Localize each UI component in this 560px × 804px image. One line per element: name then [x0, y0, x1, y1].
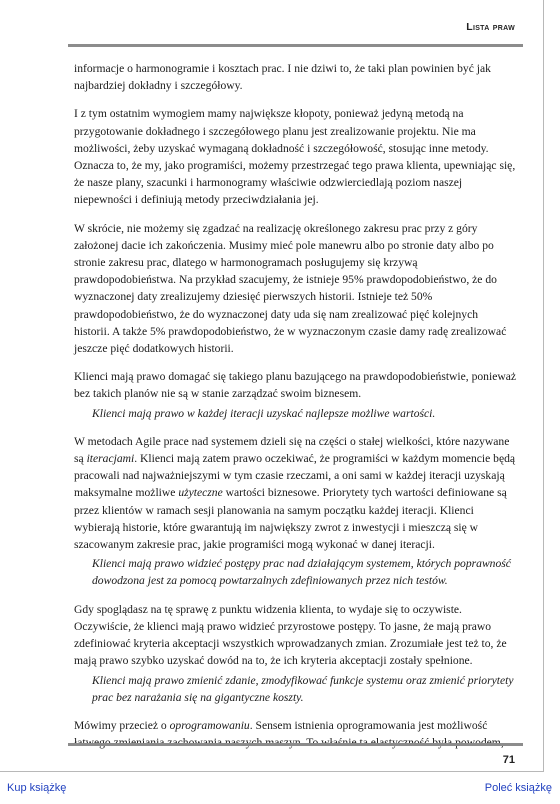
paragraph: Klienci mają prawo domagać się takiego planu bazującego na prawdopodobieństwie, ponieważ bez takich planów nie są w stanie zarządzać swoim biznesem. — [74, 370, 517, 401]
right-statement: Klienci mają prawo zmienić zdanie, zmodyfikować funkcje systemu oraz zmienić priorytety prac bez narażania się na gigantyczne koszty. — [92, 673, 514, 704]
buy-book-link[interactable]: Kup książkę — [7, 782, 67, 794]
paragraph: W skrócie, nie możemy się zgadzać na realizację określonego zakresu prac przy z góry założonej dacie ich zakończenia. Musimy mieć pole manewru albo po stronie daty albo po stronie zakresu prac, dlatego w harmonogramach posługujemy się krzywą prawdopodobieństwa. Na przykład szacujemy, że istnieje 95% prawdopodobieństwo, że do wyznaczonej daty zrealizujemy dziesięć pierwszych historii. Istnieje też 50% prawdopodobieństwo, że do wyznaczonej daty uda się nam zrealizować pięć kolejnych historii. A także 5% prawdopodobieństwo, że w wyznaczonym czasie damy radę zrealizować jeszcze pięć dodatkowych historii. — [74, 221, 507, 356]
text-run: wartości biznesowe. Priorytety tych wartości definiowane są przez klientów w ramach sesji planowania na samym początku każdej iteracji. Klienci wybierają historie, które gwarantują im największy zwrot z inwestycji i mieszczą się w szacowanym zakresie prac, jakie programiści mogą wykonać w danej iteracji. — [74, 486, 507, 552]
running-header — [0, 21, 515, 33]
section-title: Lista praw — [466, 21, 515, 33]
page-body — [74, 60, 516, 762]
right-statement: Klienci mają prawo w każdej iteracji uzyskać najlepsze możliwe wartości. — [92, 406, 436, 420]
paragraph — [74, 433, 516, 553]
paragraph: informacje o harmonogramie i kosztach prac. I nie dziwi to, że taki plan powinien być jak najbardziej dokładny i szczegółowy. — [74, 62, 491, 93]
emphasis: iteracjami — [86, 452, 135, 466]
paragraph: I z tym ostatnim wymogiem mamy największe kłopoty, ponieważ jedyną metodą na przygotowanie dokładnego i szczegółowego planu jest zrealizowanie projektu. Nie ma możliwości, żeby uzyskać wymaganą dokładność i szczegółowość, stosując inne metody. Oznacza to, że my, jako programiści, możemy przestrzegać tego prawa klienta, upewniając się, że nasze plany, szacunki i harmonogramy właściwie odzwierciedlają poziom naszej niepewności i definiują metody przeciwdziałania jej. — [74, 107, 516, 207]
text-run: . Sensem istnienia oprogramowania jest możliwość — [249, 718, 488, 732]
emphasis: użyteczne — [178, 486, 223, 500]
header-rule — [68, 44, 523, 47]
text-run: W metodach Agile prace nad systemem dzieli się na części o stałej wielkości, które nazywane są — [74, 434, 510, 466]
text-run: . Klienci mają zatem prawo oczekiwać, że programiści w każdym momencie będą pracowali nad najważniejszymi w tym czasie rzeczami, a oni sami w każdej iteracji uzyskają maksymalne możliwe — [74, 452, 516, 500]
footer-rule — [68, 743, 523, 746]
link-bar — [0, 778, 560, 800]
text-run: Mówimy przecież o — [74, 718, 170, 732]
paragraph — [74, 717, 516, 751]
recommend-book-link[interactable]: Poleć książkę — [484, 782, 552, 794]
paragraph: Gdy spoglądasz na tę sprawę z punktu widzenia klienta, to wydaje się to oczywiste. Oczywiście, że klienci mają prawo widzieć przyrostowe postępy. To jasne, że mają prawo zdefiniować kryteria akceptacji wszystkich wprowadzanych zmian. Zrozumiałe jest też to, że mają prawo szybko uzyskać dowód na to, że ich kryteria akceptacji zostały spełnione. — [74, 602, 507, 668]
right-statement: Klienci mają prawo widzieć postępy prac nad działającym systemem, których poprawność dowodzona jest za pomocą powtarzalnych zdefiniowanych przez nich testów. — [92, 557, 511, 588]
page-number: 71 — [502, 754, 515, 766]
emphasis: oprogramowaniu — [169, 718, 250, 732]
